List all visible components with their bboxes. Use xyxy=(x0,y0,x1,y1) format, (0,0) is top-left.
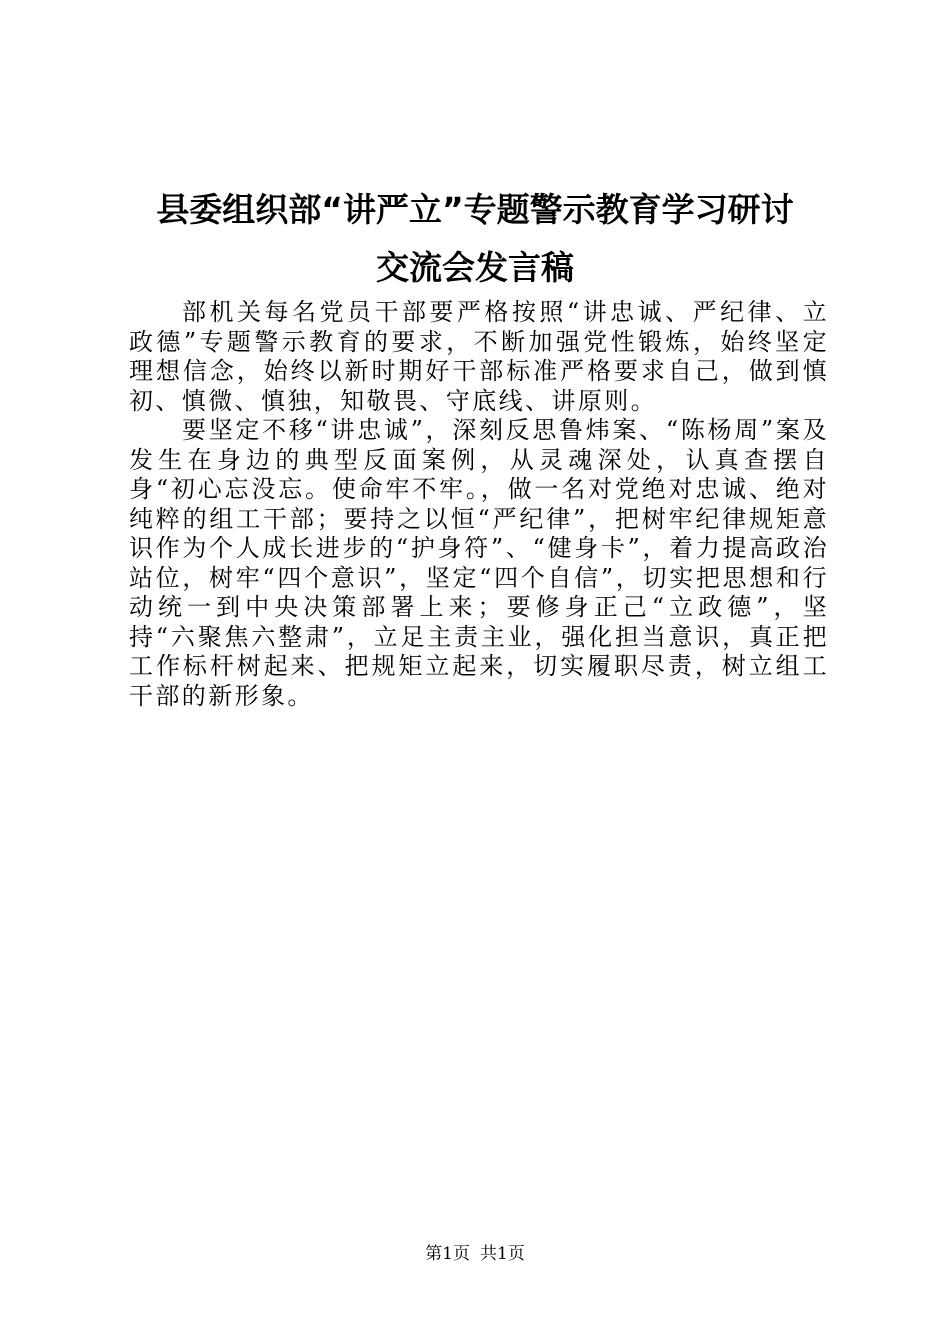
document-title-line-1: 县委组织部“讲严立”专题警示教育学习研讨 xyxy=(156,190,794,229)
body-paragraph: 要坚定不移“讲忠诚”，深刻反思鲁炜案、“陈杨周”案及发生在身边的典型反面案例，从灵魂深处，认真查摆自身“初心忘没忘。使命牢不牢。，做一名对党绝对忠诚、绝对纯粹的组工干部；要持之以恒“严纪律”，把树牢纪律规矩意识作为个人成长进步的“护身符”、“健身卡”，着力提高政治站位，树牢“四个意识”，坚定“四个自信”，切实把思想和行动统一到中央决策部署上来；要修身正己“立政德”，坚持“六聚焦六整肃”，立足主责主业，强化担当意识，真正把工作标杆树起来、把规矩立起来，切实履职尽责，树立组工干部的新形象。 xyxy=(129,416,829,710)
page-number-current: 第1页 xyxy=(425,1244,470,1264)
document-title-line-2: 交流会发言稿 xyxy=(376,248,574,287)
page-number-total: 共1页 xyxy=(480,1244,525,1264)
document-body xyxy=(129,298,829,711)
body-paragraph: 部机关每名党员干部要严格按照“讲忠诚、严纪律、立政德”专题警示教育的要求，不断加强党性锻炼，始终坚定理想信念，始终以新时期好干部标准严格要求自己，做到慎初、慎微、慎独，知敬畏、守底线、讲原则。 xyxy=(129,298,829,415)
page-footer xyxy=(0,1243,950,1265)
